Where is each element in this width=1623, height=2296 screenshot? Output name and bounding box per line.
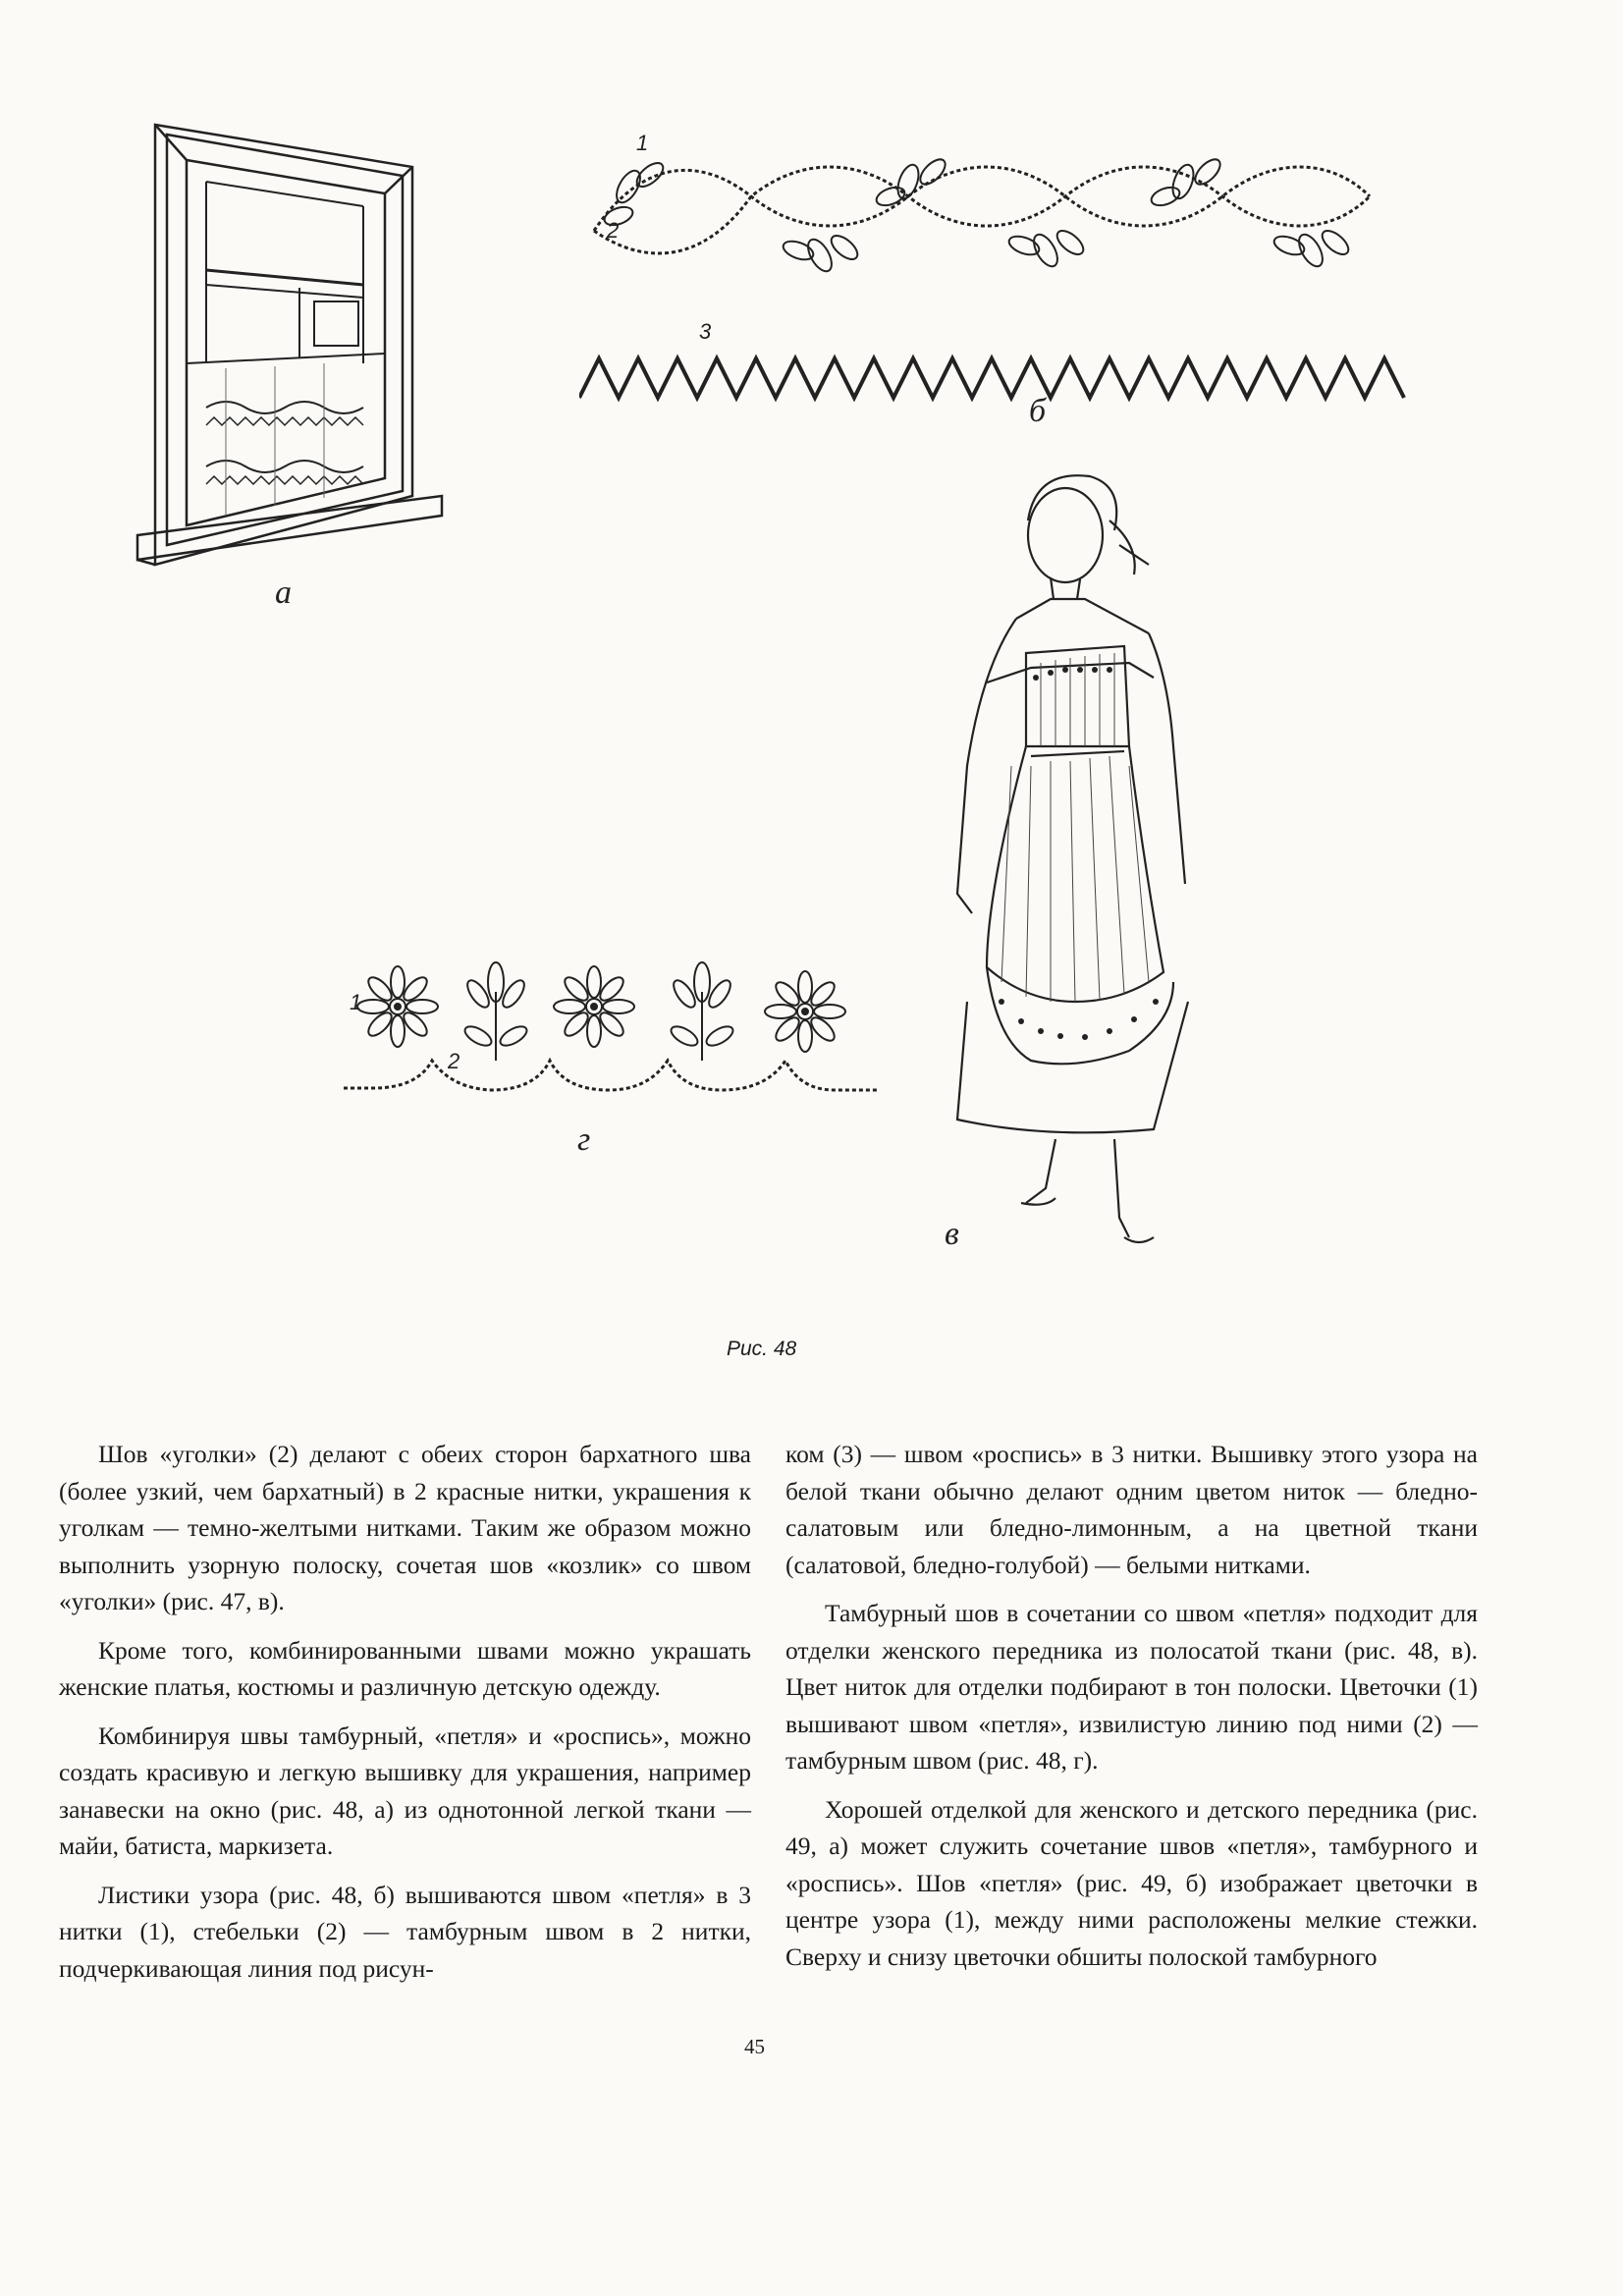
figure-v-woman-apron	[928, 452, 1252, 1306]
paragraph: Листики узора (рис. 48, б) вышиваются швом «петля» в 3 нитки (1), стебельки (2) — тамбурным швом в 2 нитки, подчеркивающая линия под рисун-	[59, 1880, 751, 1983]
callout-1-g: 1	[350, 990, 362, 1014]
paragraph-continuation: ком (3) — швом «роспись» в 3 нитки. Вышивку этого узора на белой ткани обычно делают одним цветом ниток — бледно-салатовым или бледно-лимонным, а на цветной ткани (салатовой, бледно-голубой) — белыми нитками.	[785, 1440, 1478, 1579]
right-column	[785, 1436, 1478, 1975]
callout-2-b: 2	[607, 218, 620, 243]
paragraph: Хорошей отделкой для женского и детского передника (рис. 49, а) может служить сочетание швов «петля», тамбурного и «роспись». Шов «петля» (рис. 49, б) изображает цветочки в центре узора (1), между ними расположены мелкие стежки. Сверху и снизу цветочки обшиты полоской тамбурного	[785, 1794, 1478, 1971]
paragraph: Комбинируя швы тамбурный, «петля» и «роспись», можно создать красивую и легкую вышивку для украшения, например занавески на окно (рис. 48, а) из однотонной легкой ткани — майи, батиста, маркизета.	[59, 1721, 751, 1860]
page-number: 45	[744, 2035, 765, 2058]
label-g: г	[577, 1121, 591, 1158]
figure-g-flower-border	[344, 953, 879, 1110]
label-v: в	[945, 1216, 959, 1252]
figure-b-leaf-border	[584, 147, 1409, 319]
label-b: б	[1029, 393, 1047, 429]
zigzag-stitch	[579, 349, 1414, 412]
paragraph: Шов «уголки» (2) делают с обеих сторон бархатного шва (более узкий, чем бархатный) в 2 красные нитки, украшения к уголкам — темно-желтыми нитками. Таким же образом можно выполнить узорную полоску, сочетая шов «козлик» со швом «уголки» (рис. 47, в).	[59, 1440, 751, 1615]
left-column	[59, 1436, 751, 1987]
label-a: а	[275, 574, 292, 611]
callout-2-g: 2	[448, 1049, 460, 1073]
figure-a-window-curtain	[128, 113, 452, 574]
callout-3-b: 3	[699, 319, 712, 344]
paragraph: Кроме того, комбинированными швами можно украшать женские платья, костюмы и различную детскую одежду.	[59, 1635, 751, 1701]
callout-1-b: 1	[636, 131, 649, 155]
figure-caption: Рис. 48	[727, 1338, 797, 1360]
paragraph: Тамбурный шов в сочетании со швом «петля» подходит для отделки женского передника из полосатой ткани (рис. 48, в). Цвет ниток для отделки подбирают в тон полоски. Цветочки (1) вышивают швом «петля», извилистую линию под ними (2) — тамбурным швом (рис. 48, г).	[785, 1599, 1478, 1775]
